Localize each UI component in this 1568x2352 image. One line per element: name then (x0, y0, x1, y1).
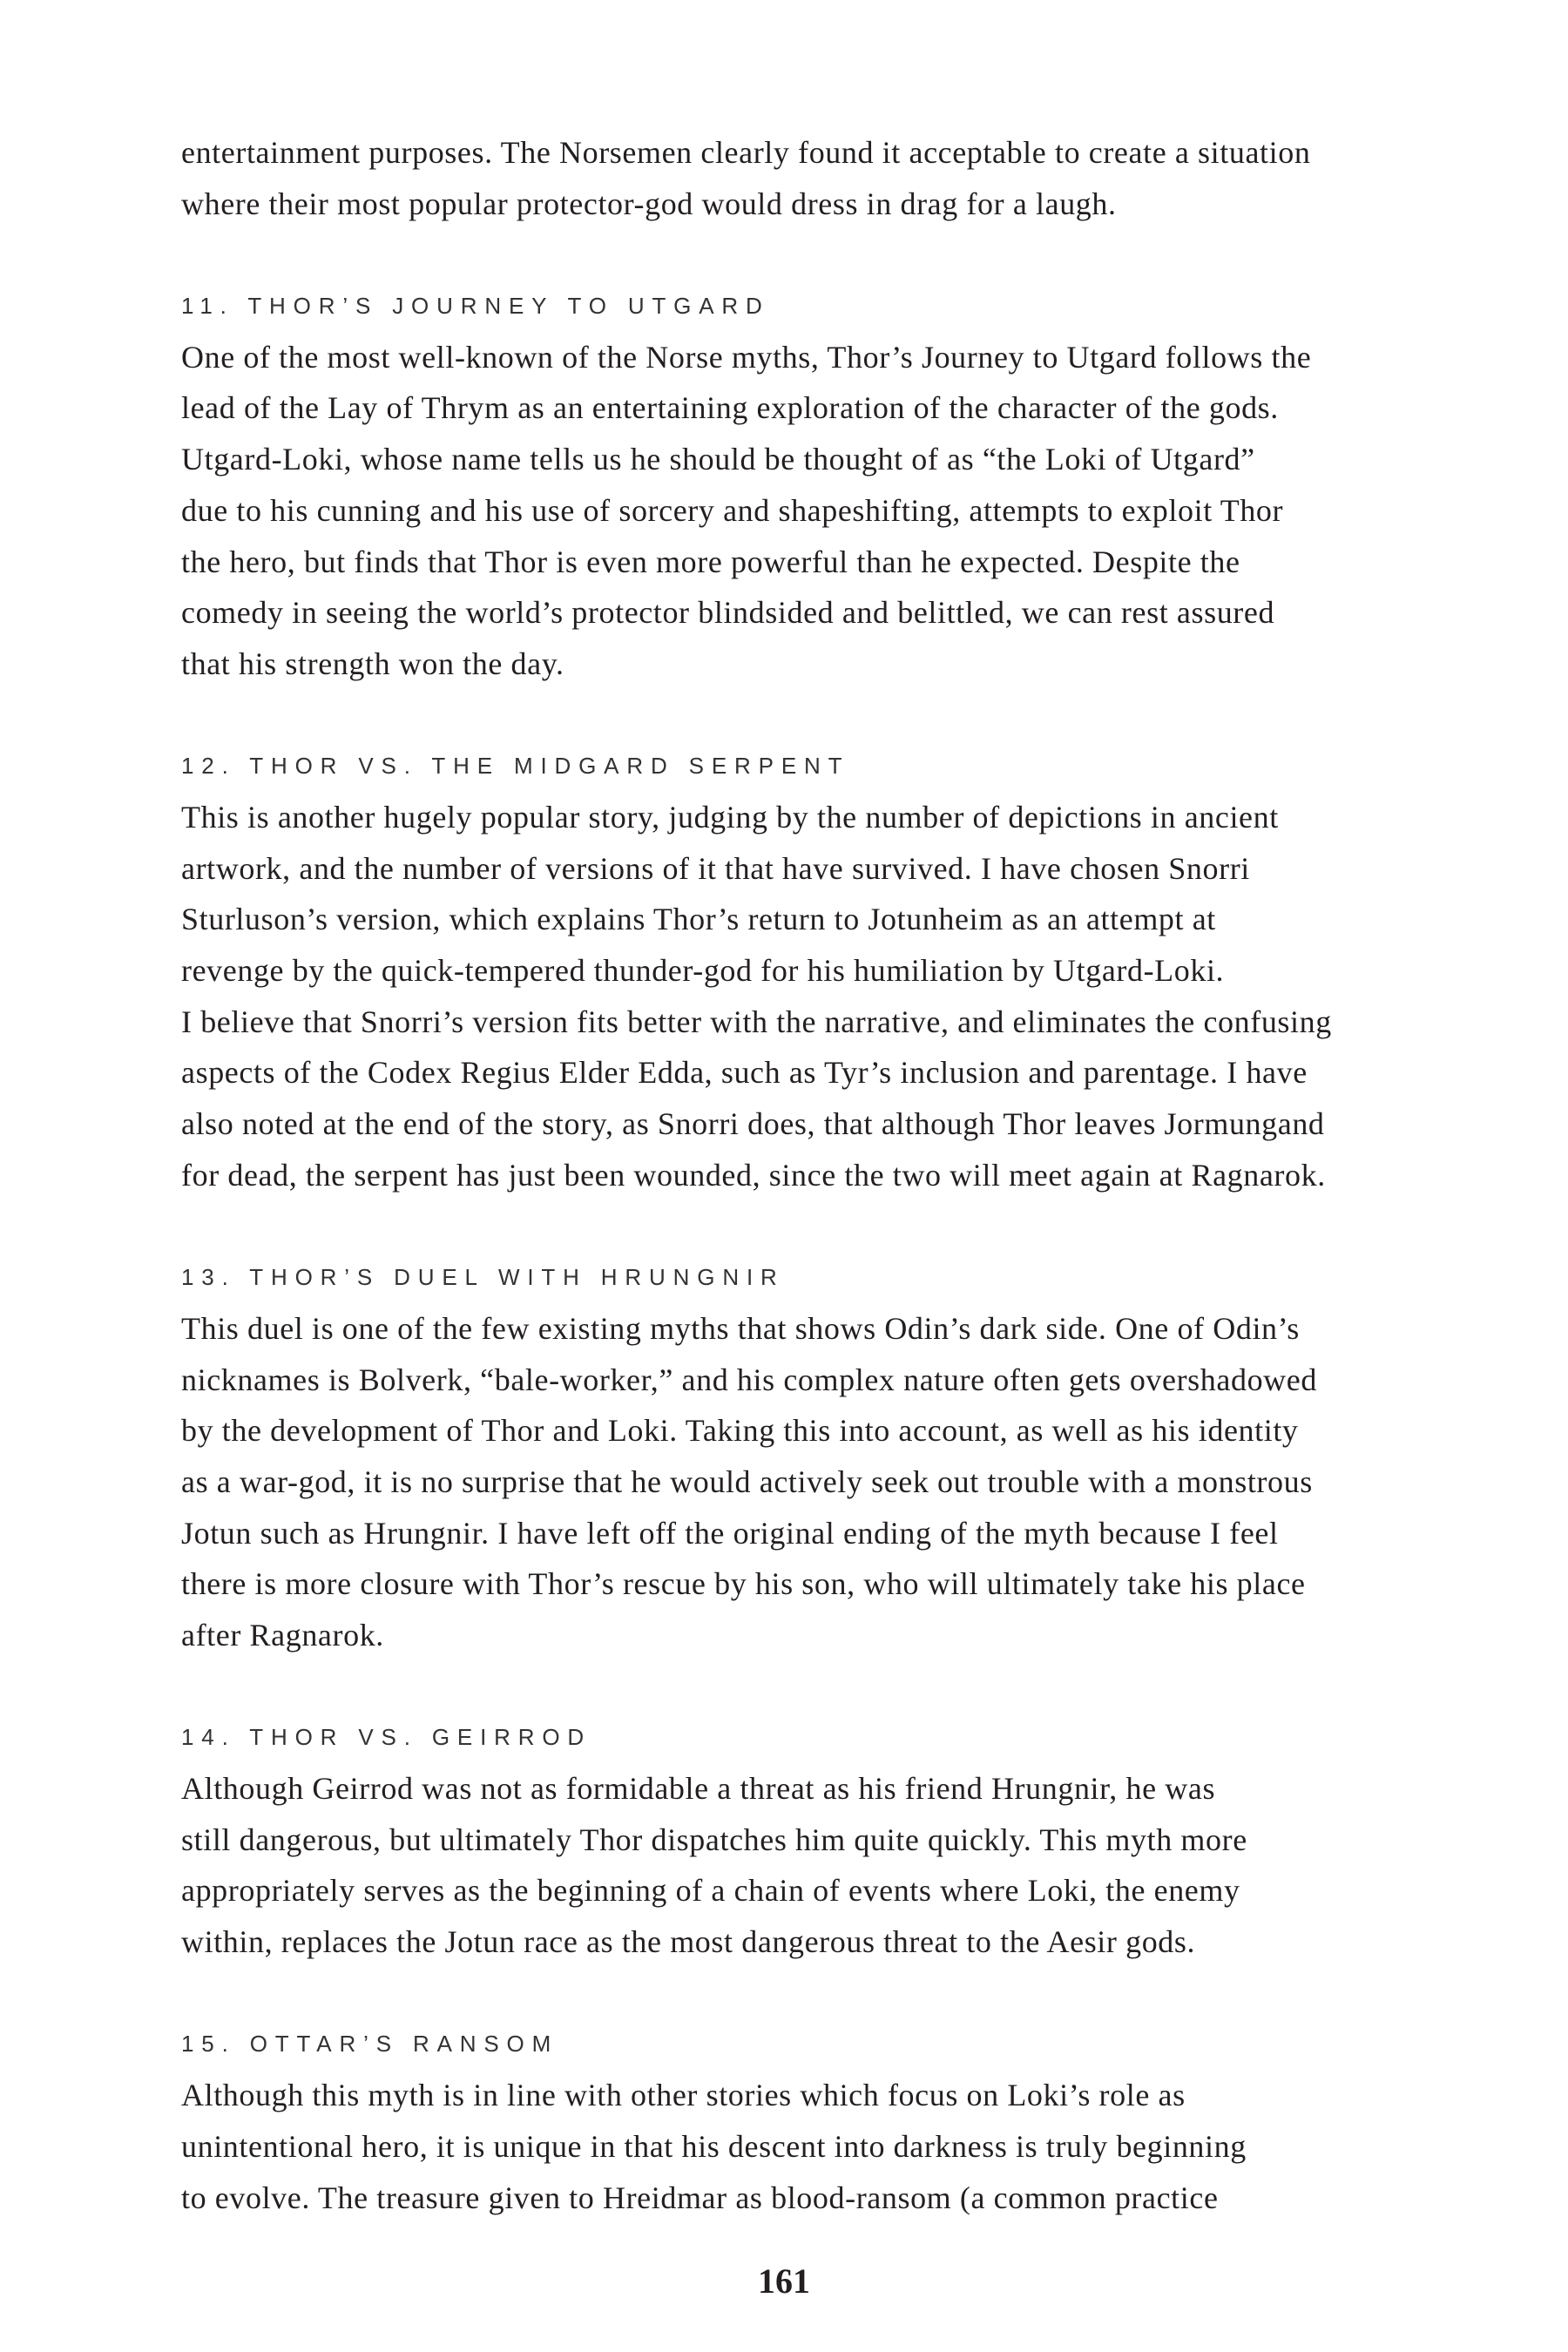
text-line: This is another hugely popular story, judging by the number of depictions in ancient (181, 799, 1279, 835)
section (181, 1200, 1401, 1660)
text-line: aspects of the Codex Regius Elder Edda, such as Tyr’s inclusion and parentage. I have (181, 1055, 1308, 1091)
page-number: 161 (758, 2261, 810, 2301)
text-line: Sturluson’s version, which explains Thor’s return to Jotunheim as an attempt at (181, 902, 1216, 937)
section (181, 229, 1401, 689)
text-line: due to his cunning and his use of sorcery and shapeshifting, attempts to exploit Thor (181, 492, 1284, 528)
intro-paragraph (181, 127, 1401, 229)
page-body (181, 127, 1401, 2223)
text-line: Although this myth is in line with other stories which focus on Loki’s role as (181, 2078, 1186, 2113)
section-spacer (181, 229, 1401, 280)
section-spacer (181, 1661, 1401, 1713)
section-heading: 12. THOR VS. THE MIDGARD SERPENT (181, 753, 850, 780)
section-heading: 13. THOR’S DUEL WITH HRUNGNIR (181, 1264, 785, 1291)
text-line: the hero, but finds that Thor is even more powerful than he expected. Despite the (181, 544, 1240, 579)
text-line: unintentional hero, it is unique in that his descent into darkness is truly beginning (181, 2128, 1247, 2164)
text-line: as a war-god, it is no surprise that he would actively seek out trouble with a monstrous (181, 1463, 1313, 1499)
section-heading: 15. OTTAR’S RANSOM (181, 2031, 559, 2058)
text-line: for dead, the serpent has just been wounded, since the two will meet again at Ragnarok. (181, 1157, 1326, 1193)
text-line: where their most popular protector-god would dress in drag for a laugh. (181, 186, 1117, 221)
section-spacer (181, 690, 1401, 741)
text-line: appropriately serves as the beginning of a chain of events where Loki, the enemy (181, 1873, 1240, 1909)
section (181, 690, 1401, 1201)
section-heading: 14. THOR VS. GEIRROD (181, 1724, 592, 1751)
text-line: revenge by the quick-tempered thunder-god for his humiliation by Utgard-Loki. (181, 953, 1225, 988)
text-line: to evolve. The treasure given to Hreidmar as blood-ransom (a common practice (181, 2180, 1219, 2215)
section (181, 1968, 1401, 2223)
text-line: Although Geirrod was not as formidable a threat as his friend Hrungnir, he was (181, 1771, 1216, 1806)
text-line: One of the most well-known of the Norse myths, Thor’s Journey to Utgard follows the (181, 339, 1312, 375)
text-line: also noted at the end of the story, as Snorri does, that although Thor leaves Jormungand (181, 1106, 1325, 1142)
text-line: comedy in seeing the world’s protector blindsided and belittled, we can rest assured (181, 595, 1275, 631)
section-spacer (181, 1968, 1401, 2019)
text-line: nicknames is Bolverk, “bale-worker,” and his complex nature often gets overshadowed (181, 1362, 1317, 1397)
text-line: within, replaces the Jotun race as the most dangerous threat to the Aesir gods. (181, 1924, 1196, 1960)
text-line: lead of the Lay of Thrym as an entertaining exploration of the character of the gods. (181, 390, 1279, 426)
text-line: after Ragnarok. (181, 1617, 384, 1652)
text-line: there is more closure with Thor’s rescue by his son, who will ultimately take his place (181, 1566, 1306, 1602)
text-line: I believe that Snorri’s version fits better with the narrative, and eliminates the confusing (181, 1004, 1332, 1039)
text-line: This duel is one of the few existing myths that shows Odin’s dark side. One of Odin’s (181, 1310, 1300, 1346)
text-line: Jotun such as Hrungnir. I have left off the original ending of the myth because I feel (181, 1515, 1279, 1551)
text-line: by the development of Thor and Loki. Taking this into account, as well as his identity (181, 1413, 1299, 1449)
text-line: artwork, and the number of versions of it that have survived. I have chosen Snorri (181, 850, 1250, 886)
section (181, 1661, 1401, 1968)
text-line: entertainment purposes. The Norsemen clearly found it acceptable to create a situation (181, 135, 1311, 170)
text-line: that his strength won the day. (181, 645, 564, 681)
section-spacer (181, 1200, 1401, 1252)
text-line: Utgard-Loki, whose name tells us he should be thought of as “the Loki of Utgard” (181, 442, 1255, 477)
text-line: still dangerous, but ultimately Thor dispatches him quite quickly. This myth more (181, 1821, 1247, 1857)
section-heading: 11. THOR’S JOURNEY TO UTGARD (181, 293, 770, 320)
